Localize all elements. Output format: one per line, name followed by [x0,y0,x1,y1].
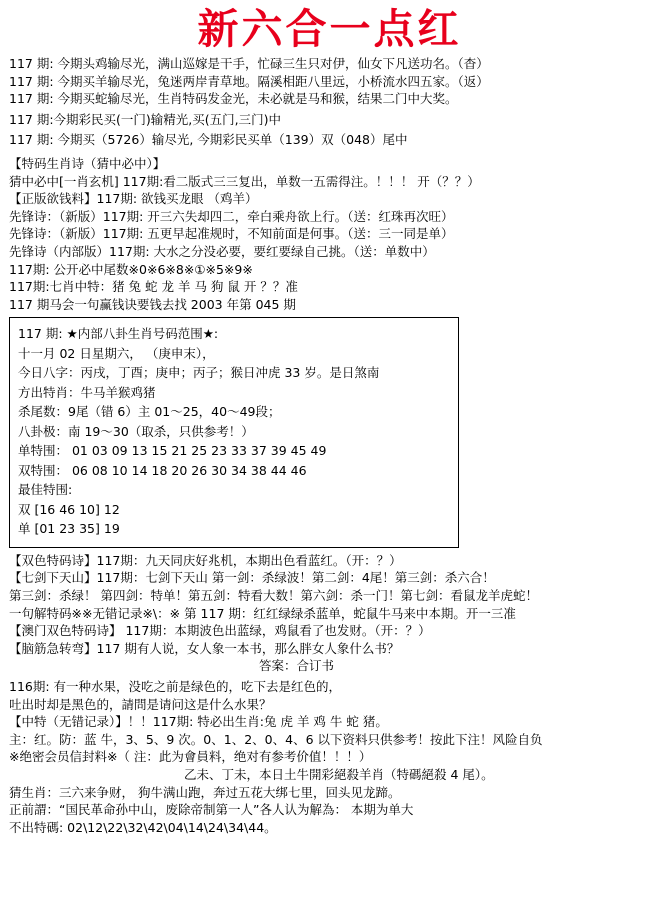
text-line: 第三剑：杀绿！ 第四剑：特单！第五剑：特看大数！第六剑：杀一门！第七剑：看鼠龙羊虎蛇！ [9,588,538,604]
answer-line: 答案：合订书 [259,658,335,674]
box-line: 双 [16 46 10] 12 [18,501,120,517]
text-line: 正前謂：“国民革命孙中山，废除帝制第一人”各人认为解為： 本期为单大 [9,802,414,818]
text-line: 【七剑下天山】117期：七剑下天山 第一剑：杀绿波！第二剑：4尾！第三剑：杀六合！ [9,570,495,586]
box-line: 十一月 02 日星期六， （庚申末）， [18,345,215,361]
bottom-section [9,552,650,837]
text-line: 117期:七肖中特：猪 兔 蛇 龙 羊 马 狗 鼠 开 ？？准 [9,279,298,295]
section-heading: 【特码生肖诗（猜中必中）】 [9,156,166,172]
text-line: 猜中必中[一肖玄机] 117期:看二版式三三复出，单数一五需得注。！！！ 开（？？） [9,173,480,189]
text-line: 117 期: 今期头鸡输尽光，满山巡嫁是干手，忙碌三生只对伊，仙女下凡送功名。（杳） [9,56,489,72]
section-heading-label: 特码生肖诗（猜中必中） [21,156,153,172]
text-line: 【脑筋急转弯】117 期有人说，女人象一本书，那么胖女人象什么书？ [9,640,400,656]
text-line: 乙未、丁未，本日土牛開彩絕殺羊肖（特碼絕殺 4 尾）。 [184,766,494,782]
text-line: 【双色特码诗】117期：九天同庆好兆机，本期出色看蓝红。（开：？） [9,552,402,568]
text-line: 先锋诗（内部版）117期: 大水之分没必要，要红要绿自己挑。（送：单数中） [9,243,435,259]
text-line: 【中特（无错记录）】！！117期: 特必出生肖:兔 虎 羊 鸡 牛 蛇 猪。 [9,714,388,730]
box-line: 八卦极：南 19～30（取杀，只供参考！） [18,423,254,439]
box-heading: 117 期: ★内部八卦生肖号码范围★: [18,326,219,342]
text-line: 117 期: 今期买（5726）输尽光, 今期彩民买单（139）双（048）尾中 [9,132,408,148]
lucky-poem-section [9,155,650,313]
text-line: 主：红。防：蓝 牛，3、5、9 次。0、1、2、0、4、6 以下资料只供参考！按此下注！风险自负 [9,731,543,747]
page-title: 新六合一点红 [197,5,462,53]
box-line: 方出特肖：牛马羊猴鸡猪 [18,384,156,400]
text-line: 117 期: 今期买蛇输尽光，生肖特码发金光，未必就是马和猴，结果二门中大奖。 [9,91,458,107]
top-section [9,55,650,149]
text-line: ※绝密会员信封料※（ 注：此为會員料，绝对有参考价值！！！） [9,749,372,765]
text-line: 猜生肖：三六来争财， 狗牛满山跑，奔过五花大绑七里，回头见龙蹄。 [9,784,401,800]
text-line: 吐出时却是黑色的，請問是请问这是什么水果？ [9,696,272,712]
text-line: 117 期:今期彩民买(一门)输精光,买(五门,三门)中 [9,111,281,127]
box-line: 单特围： 01 03 09 13 15 21 25 23 33 37 39 45 49 [18,443,327,459]
text-line: 一句解特码※※无错记录※\：※ 第 117 期：红红绿绿杀蓝单，蛇鼠牛马来中本期。开一三准 [9,605,516,621]
box-line: 单 [01 23 35] 19 [18,521,120,537]
box-line: 杀尾数：9尾（错 6）主 01～25，40～49段； [18,404,281,420]
document-body [0,55,659,836]
text-line: 117 期: 今期买羊输尽光，兔迷两岸青草地。隔溪相距八里远，小桥流水四五家。（返） [9,73,489,89]
text-line: 先锋诗：（新版）117期: 开三六失却四二，牵白乘舟欲上行。（送：红珠再次旺） [9,208,454,224]
box-line: 今日八字：丙戌，丁酉；庚申；丙子；猴日冲虎 33 岁。是日煞南 [18,365,380,381]
box-line: 双特围： 06 08 10 14 18 20 26 30 34 38 44 46 [18,462,307,478]
text-line: 【正版欲钱料】117期: 欲钱买龙眼 （鸡羊） [9,191,258,207]
text-line: 117 期马会一句赢钱诀要钱去找 2003 年第 045 期 [9,296,296,312]
text-line: 【澳门双色特码诗】 117期：本期波色出蓝绿，鸡鼠看了也发财。（开：？） [9,623,431,639]
text-line: 116期: 有一种水果，没吃之前是绿色的，吃下去是红色的， [9,679,342,695]
text-line: 117期: 公开必中尾数※0※6※8※①※5※9※ [9,261,253,277]
text-line: 先锋诗：（新版）117期: 五更早起准规时，不知前面是何事。（送：三一同是单） [9,226,454,242]
text-line: 不出特碼: 02\12\22\32\42\04\14\24\34\44。 [9,819,277,835]
box-line: 最佳特围: [18,482,73,498]
bagua-range-box [9,317,459,548]
